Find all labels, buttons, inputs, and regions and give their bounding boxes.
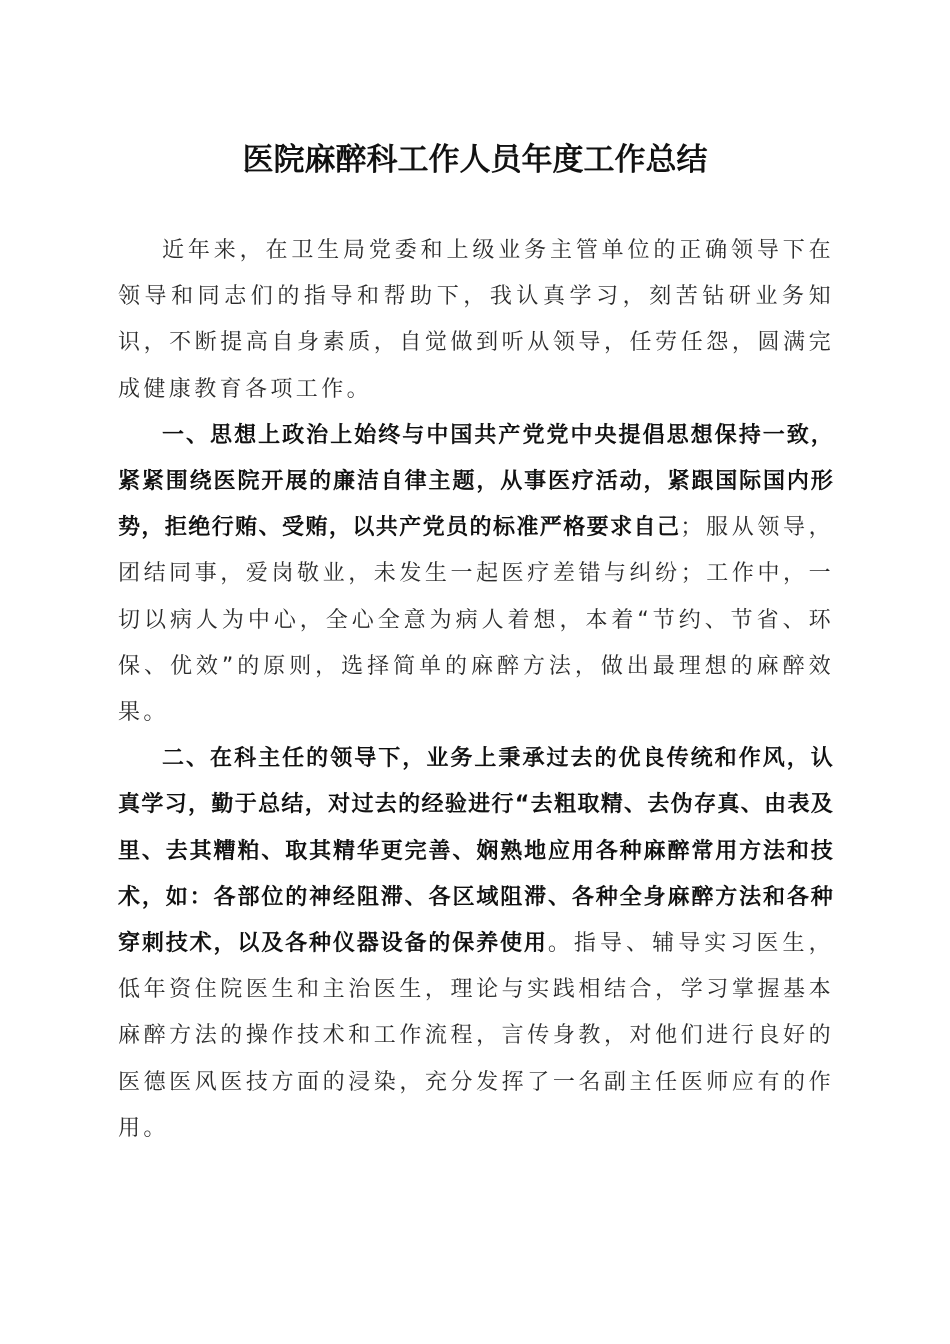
paragraph-text: 。指导、辅导实习医生，低年资住院医生和主治医生，理论与实践相结合，学习掌握基本麻醉方法的操作技术和工作流程，言传身教，对他们进行良好的医德医风医技方面的浸染，充分发挥了一名副主任医师应有的作用。 (118, 931, 834, 1141)
paragraph-section-two (118, 736, 834, 1152)
paragraph-text: ；服从领导，团结同事，爱岗敬业，未发生一起医疗差错与纠纷；工作中，一切以病人为中心，全心全意为病人着想，本着“节约、节省、环保、优效”的原则，选择简单的麻醉方法，做出最理想的麻醉效果。 (118, 515, 834, 726)
paragraph-intro (118, 228, 834, 413)
paragraph-bold-text: 一、思想上政治上始终与中国共产党党中央提倡思想保持一致，紧紧围绕医院开展的廉洁自律主题，从事医疗活动，紧跟国际国内形势，拒绝行贿、受贿，以共产党员的标准严格要求自己 (118, 422, 834, 541)
paragraph-bold-text: 二、在科主任的领导下，业务上秉承过去的优良传统和作风，认真学习，勤于总结，对过去的经验进行“去粗取精、去伪存真、由表及里、去其糟粕、取其精华更完善、娴熟地应用各种麻醉常用方法和技术，如：各部位的神经阻滞、各区域阻滞、各种全身麻醉方法和各种穿刺技术，以及各种仪器设备的保养使用 (118, 746, 834, 957)
document-title: 医院麻醉科工作人员年度工作总结 (242, 142, 708, 178)
document-body (118, 228, 834, 1152)
paragraph-section-one (118, 413, 834, 736)
paragraph-text: 近年来，在卫生局党委和上级业务主管单位的正确领导下在领导和同志们的指导和帮助下，我认真学习，刻苦钻研业务知识，不断提高自身素质，自觉做到听从领导，任劳任怨，圆满完成健康教育各项工作。 (118, 238, 834, 402)
